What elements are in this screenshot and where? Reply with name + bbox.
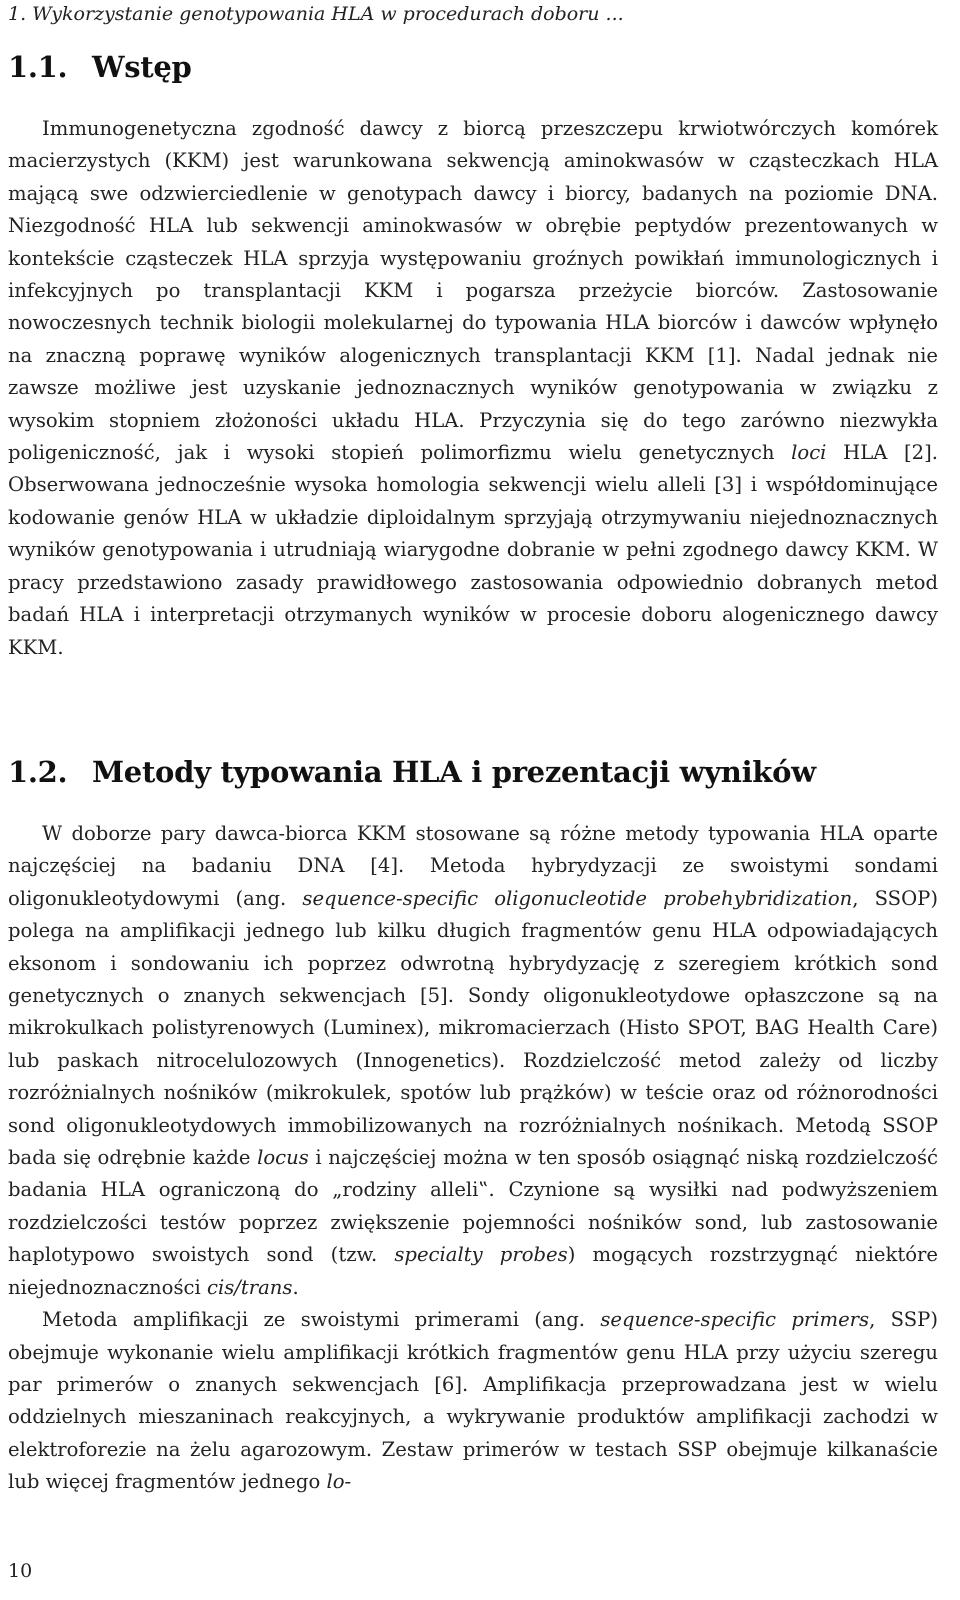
section-number: 1.2. [8, 755, 68, 789]
text-run: , SSP) obejmuje wykonanie wielu amplifikacji krótkich fragmentów genu HLA przy użyciu szeregu par primerów o znanych sekwencjach [6]. Amplifikacja przeprowadzana jest w wielu oddzielnych mieszaninach reakcyjnych, a wykrywanie produktów amplifikacji zachodzi w elektroforezie na żelu agarozowym. Zestaw primerów w testach SSP obejmuje kilkanaście lub więcej fragmentów jednego [8, 1308, 938, 1494]
page-number: 10 [8, 1560, 33, 1582]
text-run: i najczęściej można w ten sposób osiągnąć niską rozdzielczość badania HLA ograniczoną do „rodziny alleli‟. Czynione są wysiłki nad podwyższeniem rozdzielczości testów poprzez zwiększenie pojemności nośników sond, lub zastosowanie haplotypowo swoistych sond (tzw. [8, 1146, 938, 1267]
text-run: W doborze pary dawca-biorca KKM stosowane są różne metody typowania HLA oparte najczęściej na badaniu DNA [4]. Metoda hybrydyzacji ze swoistymi sondami oligonukleotydowymi (ang. [8, 822, 938, 910]
italic-run: specialty probes [394, 1243, 568, 1267]
italic-run: sequence-specific oligonucleotide probehybridization [302, 886, 853, 910]
italic-run: locus [257, 1146, 309, 1170]
text-run: ) mogących rozstrzygnąć niektóre niejednoznaczności [8, 1243, 939, 1299]
italic-run: lo- [326, 1470, 352, 1494]
running-header: 1. Wykorzystanie genotypowania HLA w procedurach doboru ... [8, 3, 624, 25]
section-title: Metody typowania HLA i prezentacji wyników [92, 755, 816, 789]
paragraph [8, 818, 938, 1304]
section-heading-1 [8, 50, 192, 84]
text-run: Immunogenetyczna zgodność dawcy z biorcą przeszczepu krwiotwórczych komórek macierzystych (KKM) jest warunkowana sekwencją aminokwasów w cząsteczkach HLA mającą swe odzwierciedlenie w genotypach dawcy i biorcy, badanych na poziomie DNA. Niezgodność HLA lub sekwencji aminokwasów w obrębie peptydów prezentowanych w kontekście cząsteczek HLA sprzyja występowaniu groźnych powikłań immunologicznych i infekcyjnych po transplantacji KKM i pogarsza przeżycie biorców. Zastosowanie nowoczesnych technik biologii molekularnej do typowania HLA biorców i dawców wpłynęło na znaczną poprawę wyników alogenicznych transplantacji KKM [1]. Nadal jednak nie zawsze możliwe jest uzyskanie jednoznacznych wyników genotypowania w związku z wysokim stopniem złożoności układu HLA. Przyczynia się do tego zarówno niezwykła poligeniczność, jak i wysoki stopień polimorfizmu wielu genetycznych [8, 117, 938, 465]
italic-run: cis/trans [206, 1275, 293, 1299]
text-run: . [292, 1275, 299, 1299]
paragraph [8, 113, 938, 664]
section-heading-2 [8, 755, 816, 789]
italic-run: loci [791, 441, 827, 465]
section-number: 1.1. [8, 50, 68, 84]
text-run: HLA [2]. Obserwowana jednocześnie wysoka homologia sekwencji wielu alleli [3] i współdominujące kodowanie genów HLA w układzie diploidalnym sprzyjają otrzymywaniu niejednoznacznych wyników genotypowania i utrudniają wiarygodne dobranie w pełni zgodnego dawcy KKM. W pracy przedstawiono zasady prawidłowego zastosowania odpowiednio dobranych metod badań HLA i interpretacji otrzymanych wyników w procesie doboru alogenicznego dawcy KKM. [8, 441, 938, 659]
section-2-body [8, 818, 938, 1499]
paragraph [8, 1304, 938, 1498]
text-run: , SSOP) polega na amplifikacji jednego lub kilku długich fragmentów genu HLA odpowiadających eksonom i sondowaniu ich poprzez odwrotną hybrydyzację z szeregiem krótkich sond genetycznych o znanych sekwencjach [5]. Sondy oligonukleotydowe opłaszczone są na mikrokulkach polistyrenowych (Luminex), mikromacierzach (Histo SPOT, BAG Health Care) lub paskach nitrocelulozowych (Innogenetics). Rozdzielczość metod zależy od liczby rozróżnialnych nośników (mikrokulek, spotów lub prążków) w teście oraz od różnorodności sond oligonukleotydowych immobilizowanych na rozróżnialnych nośnikach. Metodą SSOP bada się odrębnie każde [8, 886, 938, 1170]
text-run: Metoda amplifikacji ze swoistymi primerami (ang. [42, 1308, 601, 1332]
section-1-body [8, 113, 938, 664]
italic-run: sequence-specific primers [600, 1308, 870, 1332]
section-title: Wstęp [92, 50, 192, 84]
